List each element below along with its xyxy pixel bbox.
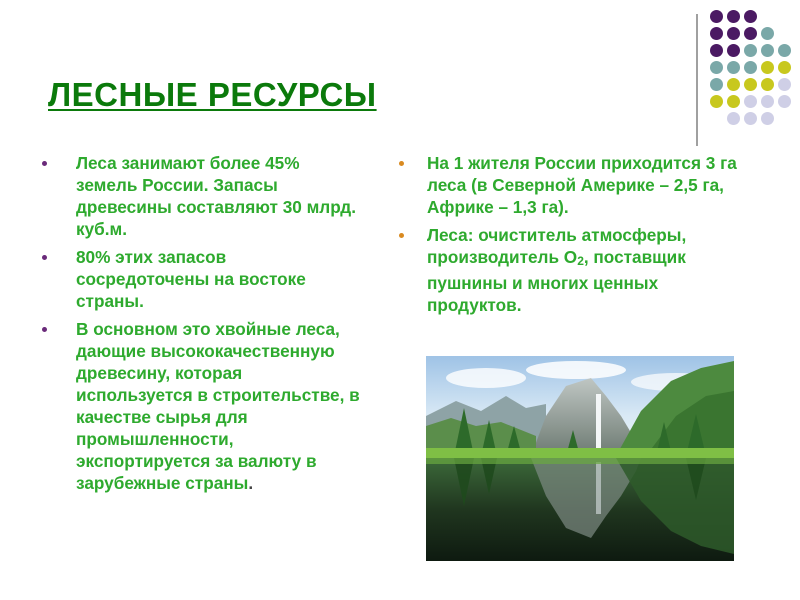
dot: [727, 27, 740, 40]
dot: [727, 61, 740, 74]
subscript: 2: [577, 254, 584, 268]
bullet-icon: [42, 327, 47, 332]
dot: [710, 27, 723, 40]
dot: [744, 10, 757, 23]
bullet-text: 80% этих запасов сосредоточены на востоке страны.: [76, 247, 306, 311]
dot: [727, 112, 740, 125]
dot: [744, 27, 757, 40]
dot: [744, 95, 757, 108]
dot: [778, 44, 791, 57]
dot: [761, 78, 774, 91]
bullet-text: В основном это хвойные леса, дающие высококачественную древесину, которая используется в строительстве, в качестве сырья для промышленности, экспортируется за валюту в зарубежные страны: [76, 319, 360, 493]
bullet-icon: [42, 255, 47, 260]
dot: [778, 61, 791, 74]
dot: [744, 112, 757, 125]
bullet-tail: .: [248, 473, 254, 493]
dot: [761, 44, 774, 57]
bullet-icon: [399, 233, 404, 238]
list-item: [42, 246, 362, 312]
list-item: [42, 318, 362, 494]
list-item: [42, 152, 362, 240]
dot: [710, 61, 723, 74]
bullet-icon: [42, 161, 47, 166]
dot: [761, 27, 774, 40]
dot: [727, 95, 740, 108]
decorative-dot-grid: [710, 10, 800, 130]
dot: [727, 78, 740, 91]
landscape-illustration: [426, 356, 734, 561]
bullet-text: На 1 жителя России приходится 3 га леса (в Северной Америке – 2,5 га, Африке – 1,3 га).: [427, 153, 737, 217]
bullet-text-part: , поставщик пушнины и многих ценных продуктов.: [427, 247, 686, 315]
bullet-text: Леса занимают более 45% земель России. Запасы древесины составляют 30 млрд. куб.м.: [76, 153, 356, 239]
dot: [744, 78, 757, 91]
dot: [710, 10, 723, 23]
dot: [727, 44, 740, 57]
dot: [761, 112, 774, 125]
landscape-photo-icon: [426, 356, 734, 561]
dot: [710, 44, 723, 57]
dot: [744, 44, 757, 57]
dot: [778, 78, 791, 91]
dot: [761, 95, 774, 108]
list-item: [397, 224, 747, 316]
dot: [727, 10, 740, 23]
bullet-text-part: Леса: очиститель атмосферы, производитель О: [427, 225, 687, 267]
divider-line: [696, 14, 698, 146]
left-bullet-list: [42, 152, 362, 500]
dot: [744, 61, 757, 74]
dot: [710, 95, 723, 108]
list-item: [397, 152, 747, 218]
bullet-icon: [399, 161, 404, 166]
right-bullet-list: [397, 152, 747, 322]
dot: [710, 78, 723, 91]
dot: [761, 61, 774, 74]
dot: [778, 95, 791, 108]
slide-title: ЛЕСНЫЕ РЕСУРСЫ: [48, 76, 377, 113]
